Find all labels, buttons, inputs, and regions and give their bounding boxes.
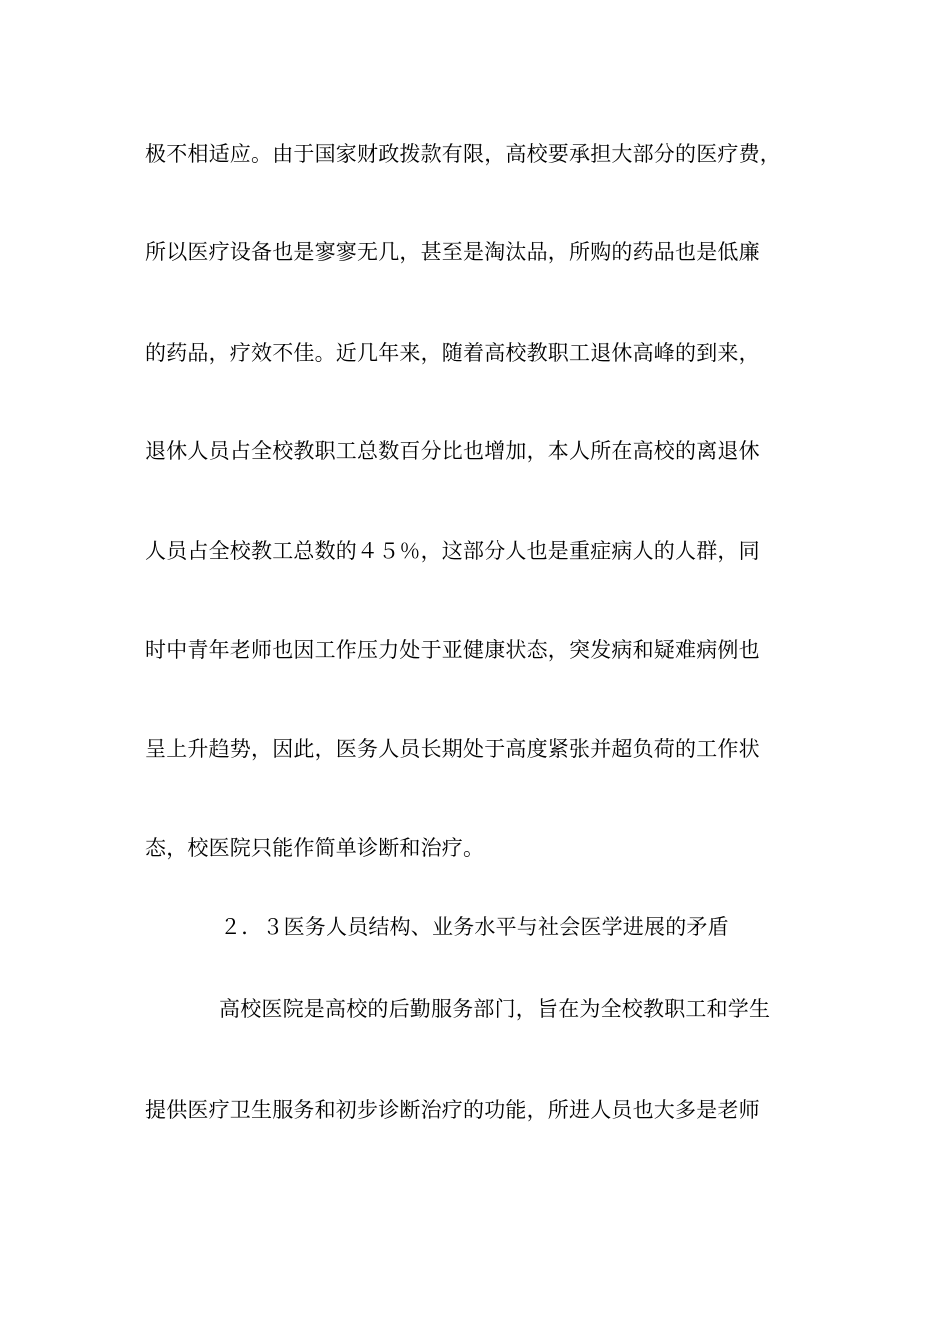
paragraph-line-2: 所以医疗设备也是寥寥无几，甚至是淘汰品，所购的药品也是低廉: [145, 240, 760, 264]
paragraph-line-6: 时中青年老师也因工作压力处于亚健康状态，突发病和疑难病例也: [145, 638, 760, 662]
section-heading: ２．３医务人员结构、业务水平与社会医学进展的矛盾: [220, 915, 729, 939]
paragraph-line-8: 态，校医院只能作简单诊断和治疗。: [145, 836, 485, 860]
paragraph2-line-1: 高校医院是高校的后勤服务部门，旨在为全校教职工和学生: [219, 997, 771, 1021]
paragraph2-line-2: 提供医疗卫生服务和初步诊断治疗的功能，所进人员也大多是老师: [145, 1098, 760, 1122]
paragraph-line-1: 极不相适应。由于国家财政拨款有限，高校要承担大部分的医疗费，: [145, 142, 781, 166]
paragraph-line-5: 人员占全校教工总数的４５％，这部分人也是重症病人的人群，同: [145, 539, 760, 563]
paragraph-line-7: 呈上升趋势，因此，医务人员长期处于高度紧张并超负荷的工作状: [145, 737, 760, 761]
paragraph-line-3: 的药品，疗效不佳。近几年来，随着高校教职工退休高峰的到来，: [145, 341, 760, 365]
paragraph-line-4: 退休人员占全校教职工总数百分比也增加，本人所在高校的离退休: [145, 439, 760, 463]
